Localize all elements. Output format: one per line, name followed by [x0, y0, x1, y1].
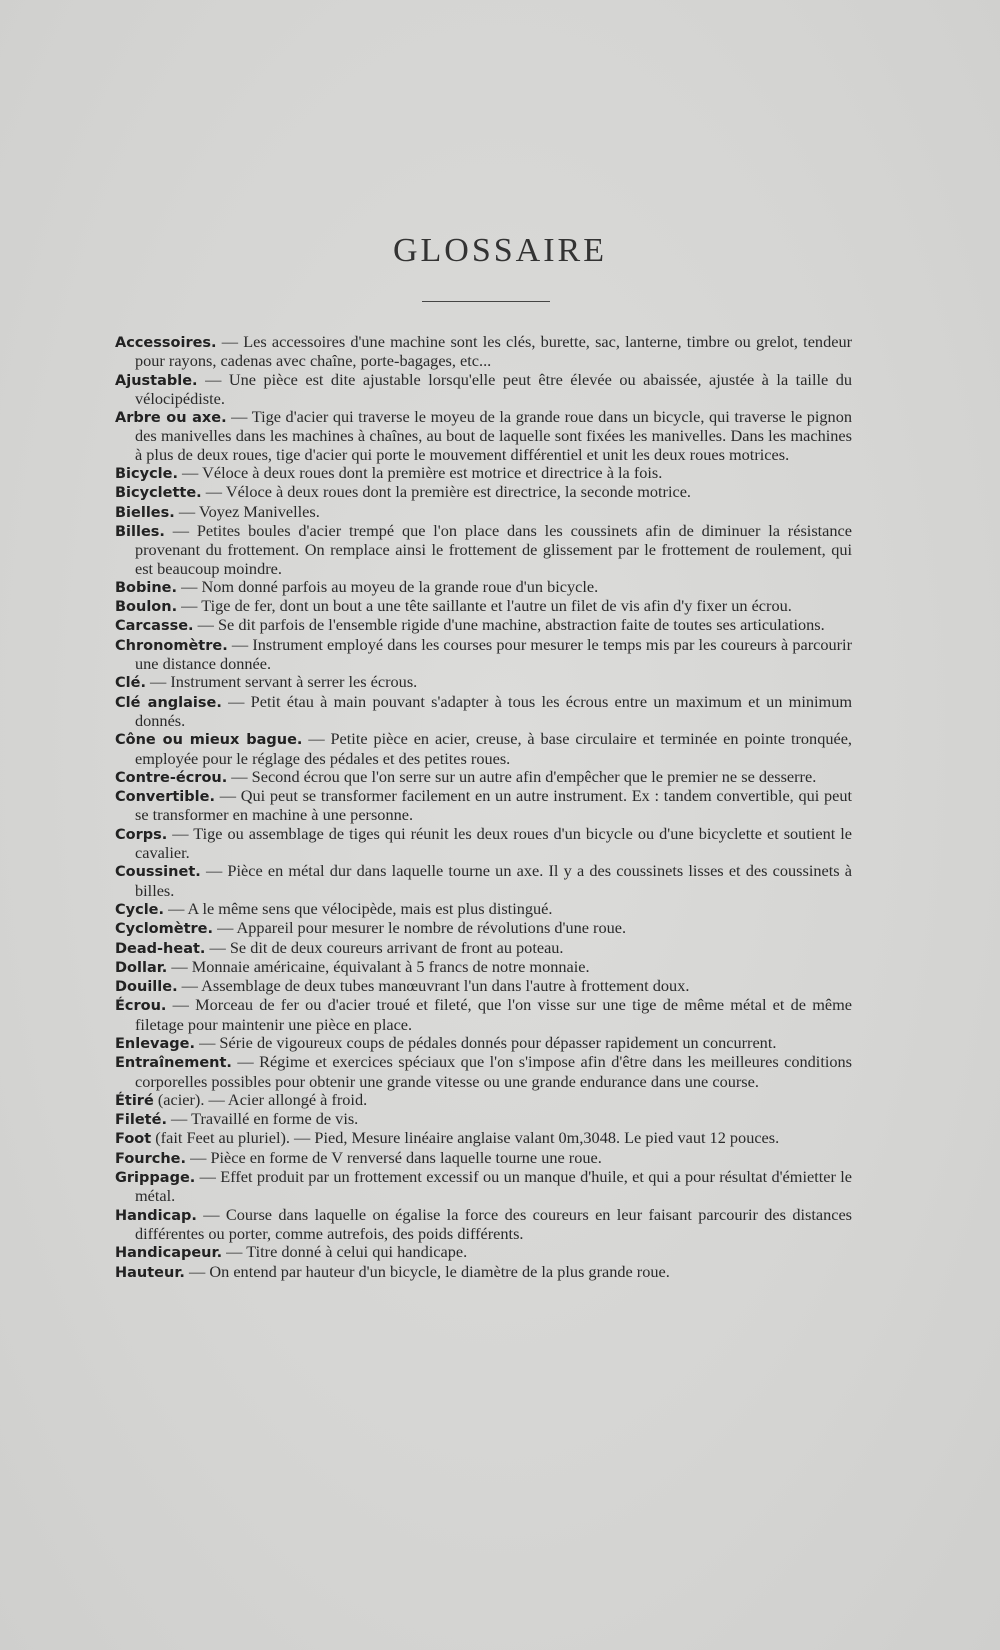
glossary-entry [115, 1263, 852, 1282]
glossary-entry [115, 503, 852, 522]
glossary-definition: Monnaie américaine, équivalant à 5 francs de notre monnaie. [191, 956, 590, 976]
glossary-entry [115, 1206, 852, 1244]
glossary-term: Coussinet. [115, 864, 201, 881]
glossary-definition: Appareil pour mesurer le nombre de révolutions d'une roue. [236, 918, 627, 938]
term-separator: — [177, 976, 202, 996]
glossary-term: Cyclomètre. [115, 921, 213, 938]
term-separator: — [166, 1109, 192, 1129]
glossary-definition: (acier). — Acier allongé à froid. [157, 1089, 368, 1109]
glossary-definition: Petit étau à main pouvant s'adapter à tous les écrous entre un maximum et un minimum donnés. [135, 691, 853, 730]
term-separator: — [205, 937, 230, 957]
page-title: GLOSSAIRE [392, 232, 608, 269]
glossary-entry [115, 996, 852, 1034]
glossary-term: Bielles. [115, 504, 175, 521]
glossary-entry [115, 1129, 852, 1148]
term-separator: — [302, 729, 331, 749]
glossary-definition: Titre donné à celui qui handicape. [246, 1242, 468, 1262]
glossary-term: Entraînement. [115, 1055, 232, 1072]
glossary-term: Fourche. [115, 1150, 187, 1167]
glossary-entry [115, 825, 852, 863]
glossary-term: Accessoires. [115, 335, 217, 351]
glossary-term: Cycle. [115, 901, 165, 918]
glossary-definition: On entend par hauteur d'un bicycle, le diamètre de la plus grande roue. [209, 1261, 670, 1281]
glossary-entry [115, 464, 852, 483]
glossary-term: Grippage. [115, 1170, 196, 1187]
glossary-term: Clé. [115, 675, 146, 692]
term-separator: — [166, 995, 196, 1015]
glossary-entry [115, 977, 852, 996]
glossary-entry [115, 578, 852, 597]
glossary-term: Hauteur. [115, 1264, 185, 1281]
glossary-term: Clé anglaise. [115, 694, 222, 711]
glossary [115, 333, 852, 1282]
term-separator: — [195, 1032, 220, 1052]
glossary-term: Ajustable. [115, 372, 198, 389]
term-separator: — [167, 956, 192, 976]
glossary-term: Enlevage. [115, 1035, 195, 1052]
glossary-term: Carcasse. [115, 618, 194, 635]
glossary-entry [115, 483, 852, 502]
term-separator: — [145, 672, 171, 692]
glossary-term: Contre-écrou. [115, 769, 228, 786]
glossary-entry [115, 636, 852, 674]
glossary-term: Handicapeur. [115, 1245, 223, 1262]
term-separator: — [184, 1261, 210, 1281]
glossary-definition: Petite pièce en acier, creuse, à base circulaire et terminée en pointe tronquée, employée pour le réglage des pédales et des petites roues. [135, 729, 853, 768]
glossary-definition: Qui peut se transformer facilement en un autre instrument. Ex : tandem convertible, qui peut se transformer en machine à une personne. [135, 786, 853, 825]
glossary-term: Dollar. [115, 959, 168, 976]
glossary-definition: Effet produit par un frottement excessif ou un manque d'huile, et qui a pour résultat d'émietter le métal. [135, 1167, 852, 1206]
glossary-definition: Instrument servant à serrer les écrous. [170, 672, 418, 692]
glossary-definition: Véloce à deux roues dont la première est motrice et directrice à la fois. [202, 463, 663, 483]
glossary-definition: Travaillé en forme de vis. [191, 1109, 359, 1129]
glossary-definition: Tige ou assemblage de tiges qui réunit les deux roues d'un bicycle ou d'une bicyclette et soutient le cavalier. [135, 823, 852, 863]
glossary-term: Convertible. [115, 789, 215, 806]
term-separator: — [214, 786, 241, 806]
glossary-definition: Se dit de deux coureurs arrivant de front au poteau. [229, 937, 564, 957]
term-separator: — [201, 482, 226, 502]
glossary-term: Dead-heat. [115, 940, 206, 957]
glossary-entry [115, 1149, 852, 1168]
term-separator: — [174, 501, 199, 521]
glossary-entry [115, 862, 852, 900]
glossary-entry [115, 371, 852, 409]
glossary-entry [115, 1168, 852, 1206]
term-separator: — [196, 1204, 226, 1224]
term-separator: — [195, 1167, 221, 1187]
term-separator: — [213, 918, 237, 938]
glossary-entry [115, 1091, 852, 1110]
glossary-term: Handicap. [115, 1207, 197, 1224]
term-separator: — [164, 520, 197, 540]
glossary-term: Bobine. [115, 579, 178, 596]
glossary-definition: Petites boules d'acier trempé que l'on place dans les coussinets afin de diminuer la résistance provenant du frottement. On remplace ainsi le frottement de glissement par le frottement de roulement, qui est beaucoup moindre. [135, 520, 852, 578]
glossary-term: Bicycle. [115, 466, 178, 483]
term-separator: — [186, 1147, 211, 1167]
glossary-definition: Nom donné parfois au moyeu de la grande roue d'un bicycle. [201, 576, 599, 596]
term-separator: — [177, 463, 203, 483]
glossary-definition: Régime et exercices spéciaux que l'on s'impose afin d'être dans les meilleures conditions corporelles possibles pour obtenir une grande vitesse ou une grande endurance dans une course. [135, 1052, 852, 1091]
glossary-entry [115, 673, 852, 692]
glossary-entry [115, 693, 852, 731]
glossary-entry [115, 1110, 852, 1129]
term-separator: — [193, 615, 218, 635]
glossary-definition: Série de vigoureux coups de pédales donnés pour dépasser rapidement un concurrent. [219, 1032, 777, 1052]
glossary-entry [115, 333, 852, 371]
title-rule [422, 301, 550, 302]
glossary-term: Cône ou mieux bague. [115, 732, 303, 749]
glossary-definition: Morceau de fer ou d'acier troué et fileté, que l'on visse sur une tige de même métal et de même filetage pour maintenir une pièce en place. [135, 995, 852, 1034]
glossary-definition: Les accessoires d'une machine sont les clés, burette, sac, lanterne, timbre ou grelot, tendeur pour rayons, cadenas avec chaîne, porte-bagages, etc... [135, 332, 853, 371]
term-separator: — [226, 407, 252, 427]
glossary-definition: Instrument employé dans les courses pour mesurer le temps mis par les coureurs à parcourir une distance donnée. [135, 634, 852, 674]
glossary-entry [115, 919, 852, 938]
glossary-term: Arbre ou axe. [115, 410, 227, 427]
term-separator: — [167, 823, 194, 843]
glossary-definition: (fait Feet au pluriel). — Pied, Mesure linéaire anglaise valant 0m,3048. Le pied vaut 12 pouces. [155, 1128, 780, 1148]
glossary-term: Bicyclette. [115, 485, 202, 502]
glossary-entry [115, 522, 852, 578]
glossary-entry [115, 597, 852, 616]
term-separator: — [164, 898, 188, 918]
glossary-entry [115, 768, 852, 787]
glossary-definition: Voyez Manivelles. [198, 501, 320, 521]
term-separator: — [197, 369, 229, 389]
glossary-term: Fileté. [115, 1112, 167, 1129]
glossary-definition: Tige d'acier qui traverse le moyeu de la grande roue dans un bicycle, qui traverse le pignon des manivelles dans les machines à chaînes, au bout de laquelle sont fixées les manivelles. Dans les machines à plus de deux roues, tige d'acier qui porte le mouvement différentiel et unit les deux roues motrices. [135, 407, 852, 464]
term-separator: — [227, 766, 252, 786]
term-separator: — [177, 596, 202, 616]
glossary-entry [115, 616, 852, 635]
glossary-term: Corps. [115, 826, 168, 843]
glossary-entry [115, 787, 852, 825]
glossary-definition: Se dit parfois de l'ensemble rigide d'une machine, abstraction faite de toutes ses articulations. [217, 615, 825, 635]
glossary-term: Étiré [115, 1092, 154, 1109]
term-separator: — [200, 861, 228, 881]
glossary-entry [115, 958, 852, 977]
glossary-entry [115, 1034, 852, 1053]
glossary-entry [115, 730, 852, 768]
glossary-term: Douille. [115, 979, 178, 996]
glossary-entry [115, 1243, 852, 1262]
glossary-term: Écrou. [115, 998, 167, 1015]
glossary-definition: Une pièce est dite ajustable lorsqu'elle peut être élevée ou abaissée, ajustée à la taille du vélocipédiste. [135, 369, 853, 408]
term-separator: — [177, 576, 202, 596]
glossary-definition: Pièce en forme de V renversé dans laquelle tourne une roue. [210, 1147, 602, 1167]
term-separator: — [231, 1052, 260, 1072]
glossary-term: Boulon. [115, 599, 178, 616]
glossary-entry [115, 900, 852, 919]
glossary-definition: Véloce à deux roues dont la première est directrice, la seconde motrice. [225, 482, 691, 502]
glossary-definition: Tige de fer, dont un bout a une tête saillante et l'autre un filet de vis afin d'y fixer un écrou. [201, 596, 792, 616]
glossary-definition: A le même sens que vélocipède, mais est plus distingué. [187, 898, 553, 918]
term-separator: — [227, 634, 253, 654]
glossary-definition: Second écrou que l'on serre sur un autre afin d'empêcher que le premier ne se desserre. [251, 766, 817, 786]
glossary-entry [115, 1053, 852, 1091]
glossary-term: Billes. [115, 523, 165, 540]
glossary-entry [115, 939, 852, 958]
glossary-entry [115, 408, 852, 464]
glossary-definition: Pièce en métal dur dans laquelle tourne un axe. Il y a des coussinets lisses et des coussinets à billes. [135, 861, 852, 900]
term-separator: — [221, 691, 251, 711]
glossary-term: Foot [115, 1131, 152, 1148]
term-separator: — [222, 1242, 247, 1262]
glossary-term: Chronomètre. [115, 637, 228, 654]
term-separator: — [216, 332, 244, 351]
glossary-definition: Assemblage de deux tubes manœuvrant l'un dans l'autre à frottement doux. [201, 976, 690, 996]
glossary-definition: Course dans laquelle on égalise la force des coureurs en leur faisant parcourir des distances différentes ou porter, comme autrefois, des poids différents. [135, 1204, 852, 1243]
